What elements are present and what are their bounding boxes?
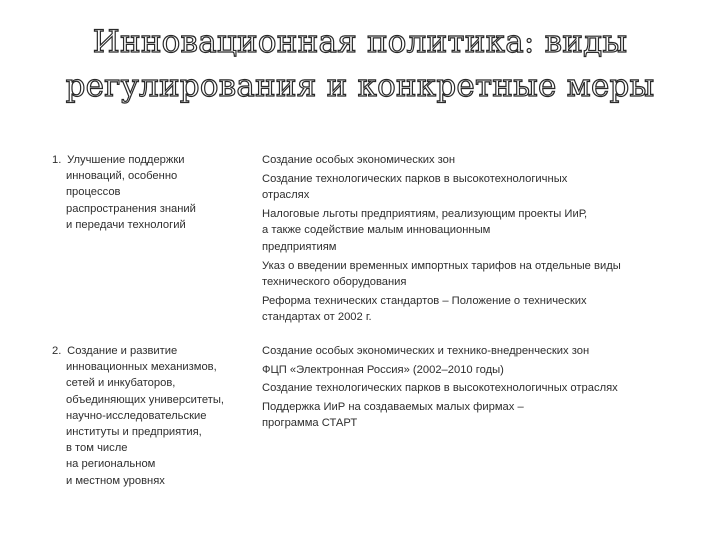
group-2-label-line: Создание и развитие <box>67 345 178 357</box>
group-2-label-line: в том числе <box>66 442 128 455</box>
group-2-label-line: научно-исследовательские <box>66 409 207 422</box>
group-2-number: 2. <box>52 345 62 357</box>
measure-item <box>262 171 682 204</box>
group-1-label-line: Улучшение поддержки <box>67 154 185 166</box>
title-line-1: Инновационная политика: виды <box>92 24 628 60</box>
group-2-measures <box>262 343 682 434</box>
measure-item <box>262 399 682 432</box>
measure-item <box>262 380 682 397</box>
measure-line: технического оборудования <box>262 276 407 289</box>
group-1-label-line: процессов <box>66 186 121 199</box>
group-1-label-line: и передачи технологий <box>66 218 186 231</box>
group-1-measures <box>262 152 682 328</box>
group-2-label-line: объединяющих университеты, <box>66 393 225 406</box>
measure-line: отраслях <box>262 189 310 202</box>
measure-line: Реформа технических стандартов – Положение о технических <box>262 294 587 307</box>
measure-line: стандартах от 2002 г. <box>262 311 372 324</box>
group-2-label-line: на региональном <box>66 458 156 471</box>
measure-line: программа СТАРТ <box>262 417 358 430</box>
measure-line: Создание особых экономических зон <box>262 154 456 166</box>
measure-line: Создание особых экономических и технико-внедренческих зон <box>262 345 590 357</box>
group-1-label-line: распространения знаний <box>66 202 196 215</box>
group-1-label-line: инноваций, особенно <box>66 170 178 183</box>
measure-line: предприятиям <box>262 240 337 253</box>
measure-item <box>262 293 682 326</box>
measure-item <box>262 258 682 291</box>
measure-line: Создание технологических парков в высокотехнологичных отраслях <box>262 382 618 395</box>
group-2-label-line: инновационных механизмов, <box>66 361 217 374</box>
measure-item <box>262 206 682 256</box>
group-2-label <box>52 343 252 489</box>
measure-line: Поддержка ИиР на создаваемых малых фирмах – <box>262 400 524 413</box>
measure-line: ФЦП «Электронная Россия» (2002–2010 годы) <box>262 363 504 376</box>
group-2-label-line: сетей и инкубаторов, <box>66 377 176 390</box>
measure-line: а также содействие малым инновационным <box>262 224 491 237</box>
group-1-number: 1. <box>52 154 62 166</box>
measure-item <box>262 362 682 379</box>
measure-line: Указ о введении временных импортных тарифов на отдельные виды <box>262 259 621 272</box>
title-line-2: регулирования и конкретные меры <box>65 68 655 104</box>
measure-line: Налоговые льготы предприятиям, реализующим проекты ИиР, <box>262 207 588 220</box>
group-2-label-line: и местном уровнях <box>66 474 165 487</box>
measure-item <box>262 152 682 169</box>
group-1-label <box>52 152 252 233</box>
measure-line: Создание технологических парков в высокотехнологичных <box>262 172 568 185</box>
page-title <box>0 20 720 108</box>
measure-item <box>262 343 682 360</box>
group-2-label-line: институты и предприятия, <box>66 426 202 439</box>
